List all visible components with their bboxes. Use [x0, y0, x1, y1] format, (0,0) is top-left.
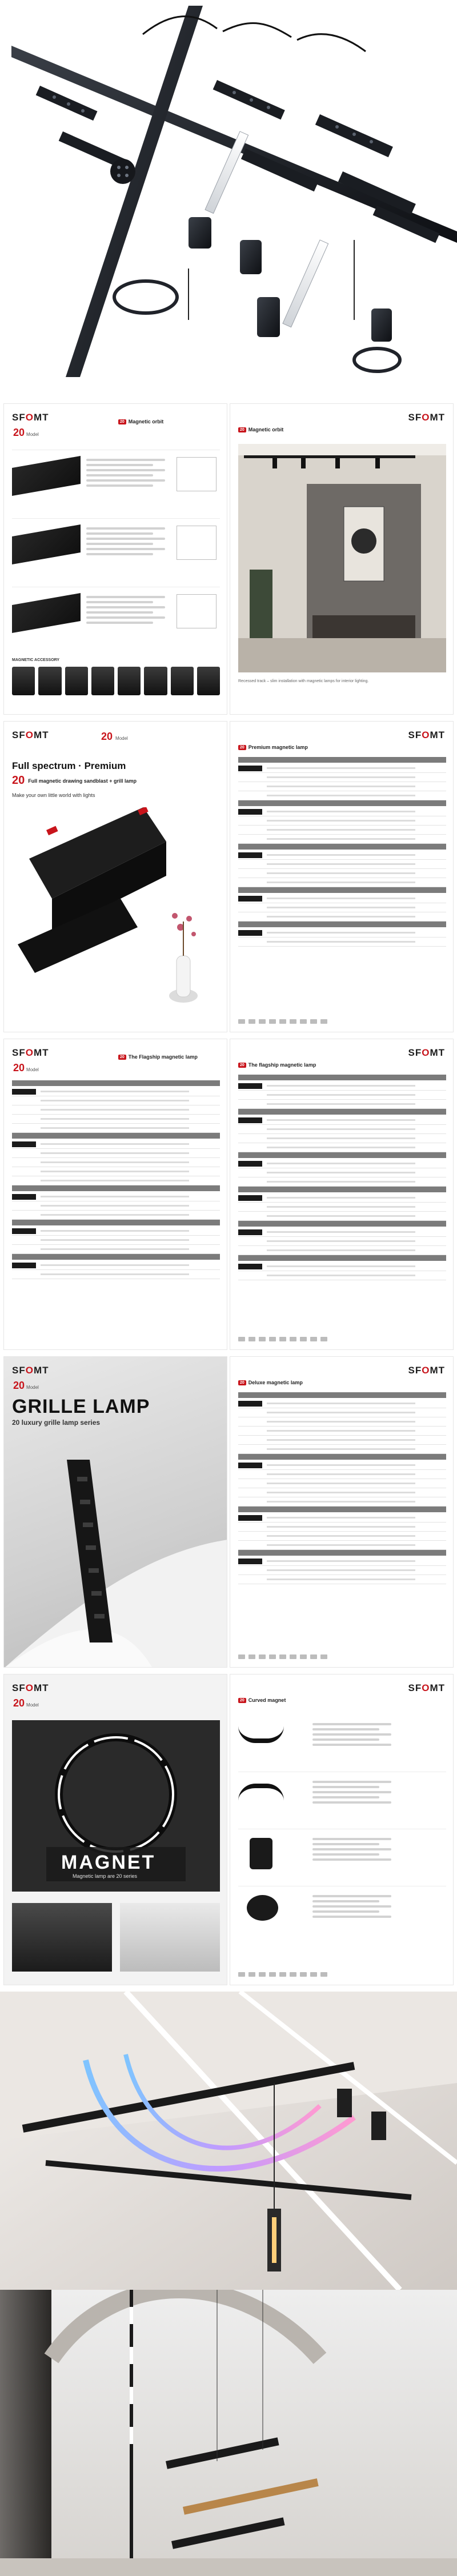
curved-spec-row-3 — [238, 1829, 446, 1881]
badge-line: 20 Full magnetic drawing sandblast + grill lamp — [12, 774, 137, 787]
model-number: 20 Model — [13, 1697, 39, 1709]
section-title: 20 Curved magnet — [238, 1697, 286, 1703]
section-title: 20 Deluxe magnetic lamp — [238, 1380, 303, 1385]
model-number: 20 Model — [13, 1380, 39, 1391]
sheet-magnet-series — [3, 1674, 227, 1985]
spec-table — [238, 1392, 446, 1584]
icon-strip — [238, 1337, 327, 1341]
track-product-image — [12, 524, 81, 564]
brand-logo: SFOMT — [12, 730, 49, 740]
model-number: 20 Model — [13, 427, 39, 438]
spec-table — [12, 1080, 220, 1279]
spec-lines — [86, 456, 172, 490]
brand-logo: SFOMT — [408, 1365, 445, 1376]
headline: MAGNET — [61, 1852, 156, 1873]
room-caption: Recessed track – slim installation with magnetic lamps for interior lighting. — [238, 679, 369, 683]
room-photo — [238, 444, 446, 672]
accessory-strip — [12, 667, 220, 695]
brand-logo: SFOMT — [12, 1047, 49, 1058]
spec-row-3 — [12, 587, 220, 639]
grille-lamp-image — [4, 1437, 227, 1668]
sheet-flagship-left — [3, 1039, 227, 1350]
model-number: 20 Model — [13, 1062, 39, 1073]
installation-photo-1 — [0, 1992, 457, 2290]
model-number: 20 Model — [101, 731, 128, 742]
tagline: Make your own little world with lights — [12, 792, 95, 798]
grill-lamp-image — [12, 807, 220, 1024]
sheet-magnetic-orbit-specs — [3, 403, 227, 715]
brand-logo: SFOMT — [408, 1047, 445, 1058]
spec-table — [238, 1075, 446, 1280]
sheet-grille-lamp — [3, 1356, 227, 1668]
icon-strip — [238, 1019, 327, 1024]
subline: 20 luxury grille lamp series — [12, 1419, 101, 1427]
hero-illustration — [0, 0, 457, 388]
spec-row-1 — [12, 450, 220, 502]
section-title: 20 The flagship magnetic lamp — [238, 1062, 316, 1068]
sheet-curved-magnet — [230, 1674, 454, 1985]
headline: Full spectrum · Premium — [12, 760, 126, 771]
subline: Magnetic lamp are 20 series — [73, 1873, 138, 1879]
spec-row-2 — [12, 518, 220, 571]
curved-spec-row-2 — [238, 1772, 446, 1824]
installation-photo-neon — [0, 1992, 457, 2290]
headline: GRILLE LAMP — [12, 1396, 150, 1417]
curved-spec-row-4 — [238, 1886, 446, 1938]
icon-strip — [238, 1654, 327, 1659]
dimension-drawing — [177, 457, 217, 491]
brand-logo: SFOMT — [12, 1365, 49, 1376]
icon-strip — [238, 1972, 327, 1977]
sheet-deluxe-magnetic-lamp — [230, 1356, 454, 1668]
brand-logo: SFOMT — [408, 730, 445, 740]
brand-logo: SFOMT — [12, 412, 49, 423]
spec-table — [238, 757, 446, 947]
installation-photo-2 — [0, 2290, 457, 2576]
dimension-drawing — [177, 594, 217, 628]
accessory-label: MAGNETIC ACCESSORY — [12, 658, 60, 662]
sheet-flagship-right — [230, 1039, 454, 1350]
curved-spec-row-1 — [238, 1714, 446, 1767]
ring-detail-image — [12, 1903, 112, 1972]
hero-product-collage — [0, 0, 457, 388]
ring-installed-image — [120, 1903, 220, 1972]
track-product-image — [12, 593, 81, 633]
section-title: 20 Premium magnetic lamp — [238, 744, 308, 750]
brand-logo: SFOMT — [408, 412, 445, 423]
section-title: 20 The Flagship magnetic lamp — [118, 1054, 198, 1060]
sheet-premium-magnetic-lamp — [230, 721, 454, 1032]
section-title: 20 Magnetic orbit — [118, 419, 163, 424]
brand-logo: SFOMT — [408, 1682, 445, 1693]
section-title: 20 Magnetic orbit — [238, 427, 283, 432]
dimension-drawing — [177, 526, 217, 560]
sheet-full-spectrum — [3, 721, 227, 1032]
sheet-magnetic-orbit-room — [230, 403, 454, 715]
installation-photo-pendant — [0, 2290, 457, 2576]
track-product-image — [12, 456, 81, 496]
brand-logo: SFOMT — [12, 1682, 49, 1693]
